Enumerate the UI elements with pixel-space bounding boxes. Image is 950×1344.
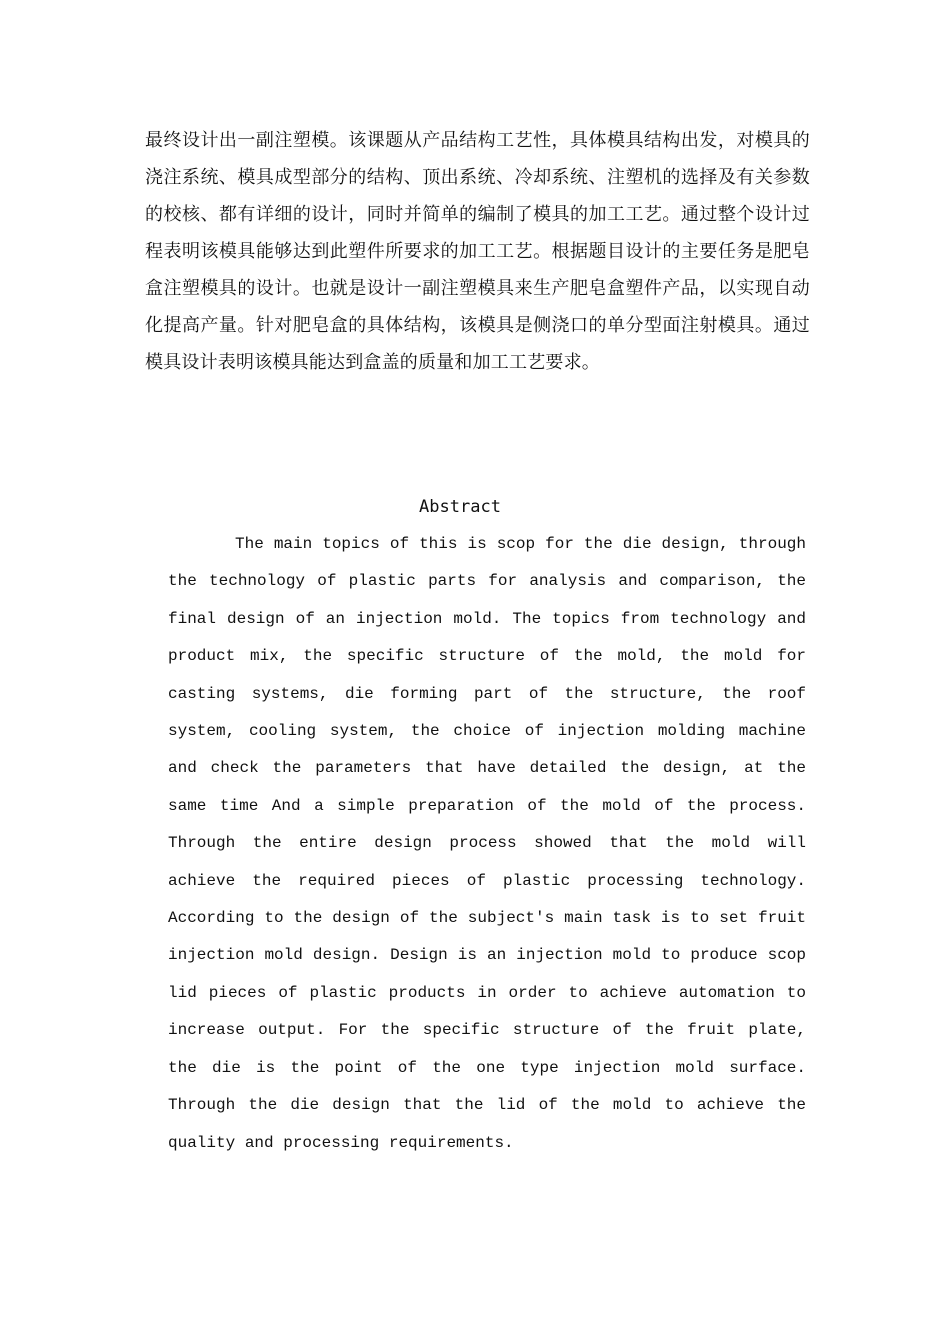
abstract-heading: Abstract — [419, 497, 501, 517]
abstract-paragraph: The main topics of this is scop for the die design, through the technology of plastic parts for analysis and comparison, the final design of an injection mold. The topics from technology and product mix, the specific structure of the mold, the mold for casting systems, die forming part of the structure, the roof system, cooling system, the choice of injection molding machine and check the parameters that have detailed the design, at the same time And a simple preparation of the mold of the process. Through the entire design process showed that the mold will achieve the required pieces of plastic processing technology. According to the design of the subject's main task is to set fruit injection mold design. Design is an injection mold to produce scop lid pieces of plastic products in order to achieve automation to increase output. For the specific structure of the fruit plate, the die is the point of the one type injection mold surface. Through the die design that the lid of the mold to achieve the quality and processing requirements. — [168, 535, 806, 1152]
chinese-summary-paragraph: 最终设计出一副注塑模。该课题从产品结构工艺性，具体模具结构出发，对模具的浇注系统、模具成型部分的结构、顶出系统、冷却系统、注塑机的选择及有关参数的校核、都有详细的设计，同时并简单的编制了模具的加工工艺。通过整个设计过程表明该模具能够达到此塑件所要求的加工工艺。根据题目设计的主要任务是肥皂盒注塑模具的设计。也就是设计一副注塑模具来生产肥皂盒塑件产品，以实现自动化提高产量。针对肥皂盒的具体结构，该模具是侧浇口的单分型面注射模具。通过模具设计表明该模具能达到盒盖的质量和加工工艺要求。 — [145, 130, 810, 373]
